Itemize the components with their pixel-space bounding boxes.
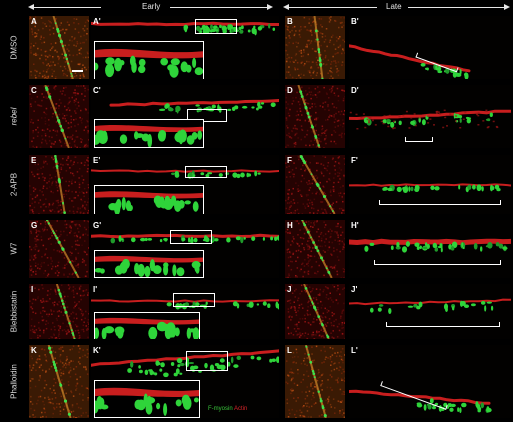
early-arrow-line (33, 7, 101, 8)
zoom-region-box (170, 230, 212, 244)
panel-letter: I (31, 285, 34, 294)
zoom-region-box (173, 293, 215, 307)
side-view-panel (91, 284, 279, 339)
side-view-panel (349, 16, 511, 79)
side-view-panel (349, 220, 511, 278)
micrograph-image (349, 16, 511, 79)
micrograph-panel (285, 85, 345, 148)
row-label: 2-APB (9, 172, 19, 196)
zoom-inset (94, 312, 200, 339)
panel-letter: D' (351, 86, 359, 95)
late-label: Late (386, 2, 402, 11)
panel-letter: G' (93, 221, 102, 230)
panel-letter: C (31, 86, 37, 95)
legend-red-label: Actin (234, 406, 248, 412)
micrograph-image (29, 220, 89, 278)
early-arrow-right-icon (267, 4, 273, 10)
length-bracket (405, 137, 433, 142)
micrograph-image (349, 345, 511, 418)
micrograph-panel (29, 345, 89, 418)
micrograph-image (285, 16, 345, 79)
panel-letter: K' (93, 346, 101, 355)
panel-letter: B' (351, 17, 359, 26)
panel-letter: F' (351, 156, 358, 165)
panel-letter: K (31, 346, 37, 355)
zoom-inset (94, 185, 204, 214)
micrograph-image (285, 220, 345, 278)
micrograph-image (285, 85, 345, 148)
side-view-panel (91, 16, 279, 79)
length-bracket (374, 260, 501, 265)
panel-letter: D (287, 86, 293, 95)
scale-bar (72, 70, 83, 72)
side-view-panel (91, 85, 279, 148)
panel-letter: B (287, 17, 293, 26)
micrograph-panel (285, 220, 345, 278)
micrograph-image (285, 155, 345, 214)
length-bracket (379, 200, 501, 205)
micrograph-panel (285, 16, 345, 79)
panel-letter: J' (351, 285, 358, 294)
length-bracket (386, 322, 500, 327)
row-label: Blebbistatin (9, 290, 19, 332)
panel-letter: I' (93, 285, 98, 294)
micrograph-panel (285, 155, 345, 214)
micrograph-image (285, 284, 345, 339)
zoom-inset (94, 250, 204, 278)
micrograph-image (285, 345, 345, 418)
late-arrow-line (288, 7, 377, 8)
panel-letter: C' (93, 86, 101, 95)
panel-letter: L' (351, 346, 358, 355)
panel-letter: J (287, 285, 292, 294)
row-label: Phalloidin (9, 363, 19, 399)
side-view-panel (349, 345, 511, 418)
micrograph-panel (285, 345, 345, 418)
panel-letter: E (31, 156, 37, 165)
panel-letter: A' (93, 17, 101, 26)
micrograph-image (29, 85, 89, 148)
micrograph-panel (29, 155, 89, 214)
zoom-region-box (195, 19, 237, 34)
micrograph-image (349, 284, 511, 339)
micrograph-panel (29, 284, 89, 339)
zoom-inset (94, 41, 204, 79)
early-label: Early (142, 2, 161, 11)
late-arrow-right-icon (504, 4, 510, 10)
zoom-inset (94, 380, 200, 418)
late-arrow-line-right (408, 7, 505, 8)
panel-letter: F (287, 156, 292, 165)
side-view-panel (349, 85, 511, 148)
micrograph-image (29, 284, 89, 339)
panel-letter: E' (93, 156, 101, 165)
early-arrow-line-right (170, 7, 268, 8)
side-view-panel (91, 155, 279, 214)
side-view-panel (91, 345, 279, 418)
zoom-region-box (185, 166, 227, 178)
panel-letter: G (31, 221, 38, 230)
micrograph-image (349, 155, 511, 214)
row-label: rebel (9, 107, 19, 125)
side-view-panel (91, 220, 279, 278)
zoom-inset (94, 119, 204, 148)
micrograph-image (29, 155, 89, 214)
legend (208, 406, 247, 412)
row-label: DMSO (9, 35, 19, 59)
row-label: W7 (9, 242, 19, 255)
micrograph-image (29, 345, 89, 418)
micrograph-panel (29, 16, 89, 79)
micrograph-panel (285, 284, 345, 339)
panel-letter: H (287, 221, 293, 230)
zoom-region-box (186, 351, 228, 371)
side-view-panel (349, 284, 511, 339)
micrograph-panel (29, 85, 89, 148)
legend-green-label: F-myosin (208, 406, 233, 412)
micrograph-panel (29, 220, 89, 278)
side-view-panel (349, 155, 511, 214)
panel-letter: H' (351, 221, 359, 230)
panel-letter: L (287, 346, 292, 355)
micrograph-image (349, 220, 511, 278)
panel-letter: A (31, 17, 37, 26)
